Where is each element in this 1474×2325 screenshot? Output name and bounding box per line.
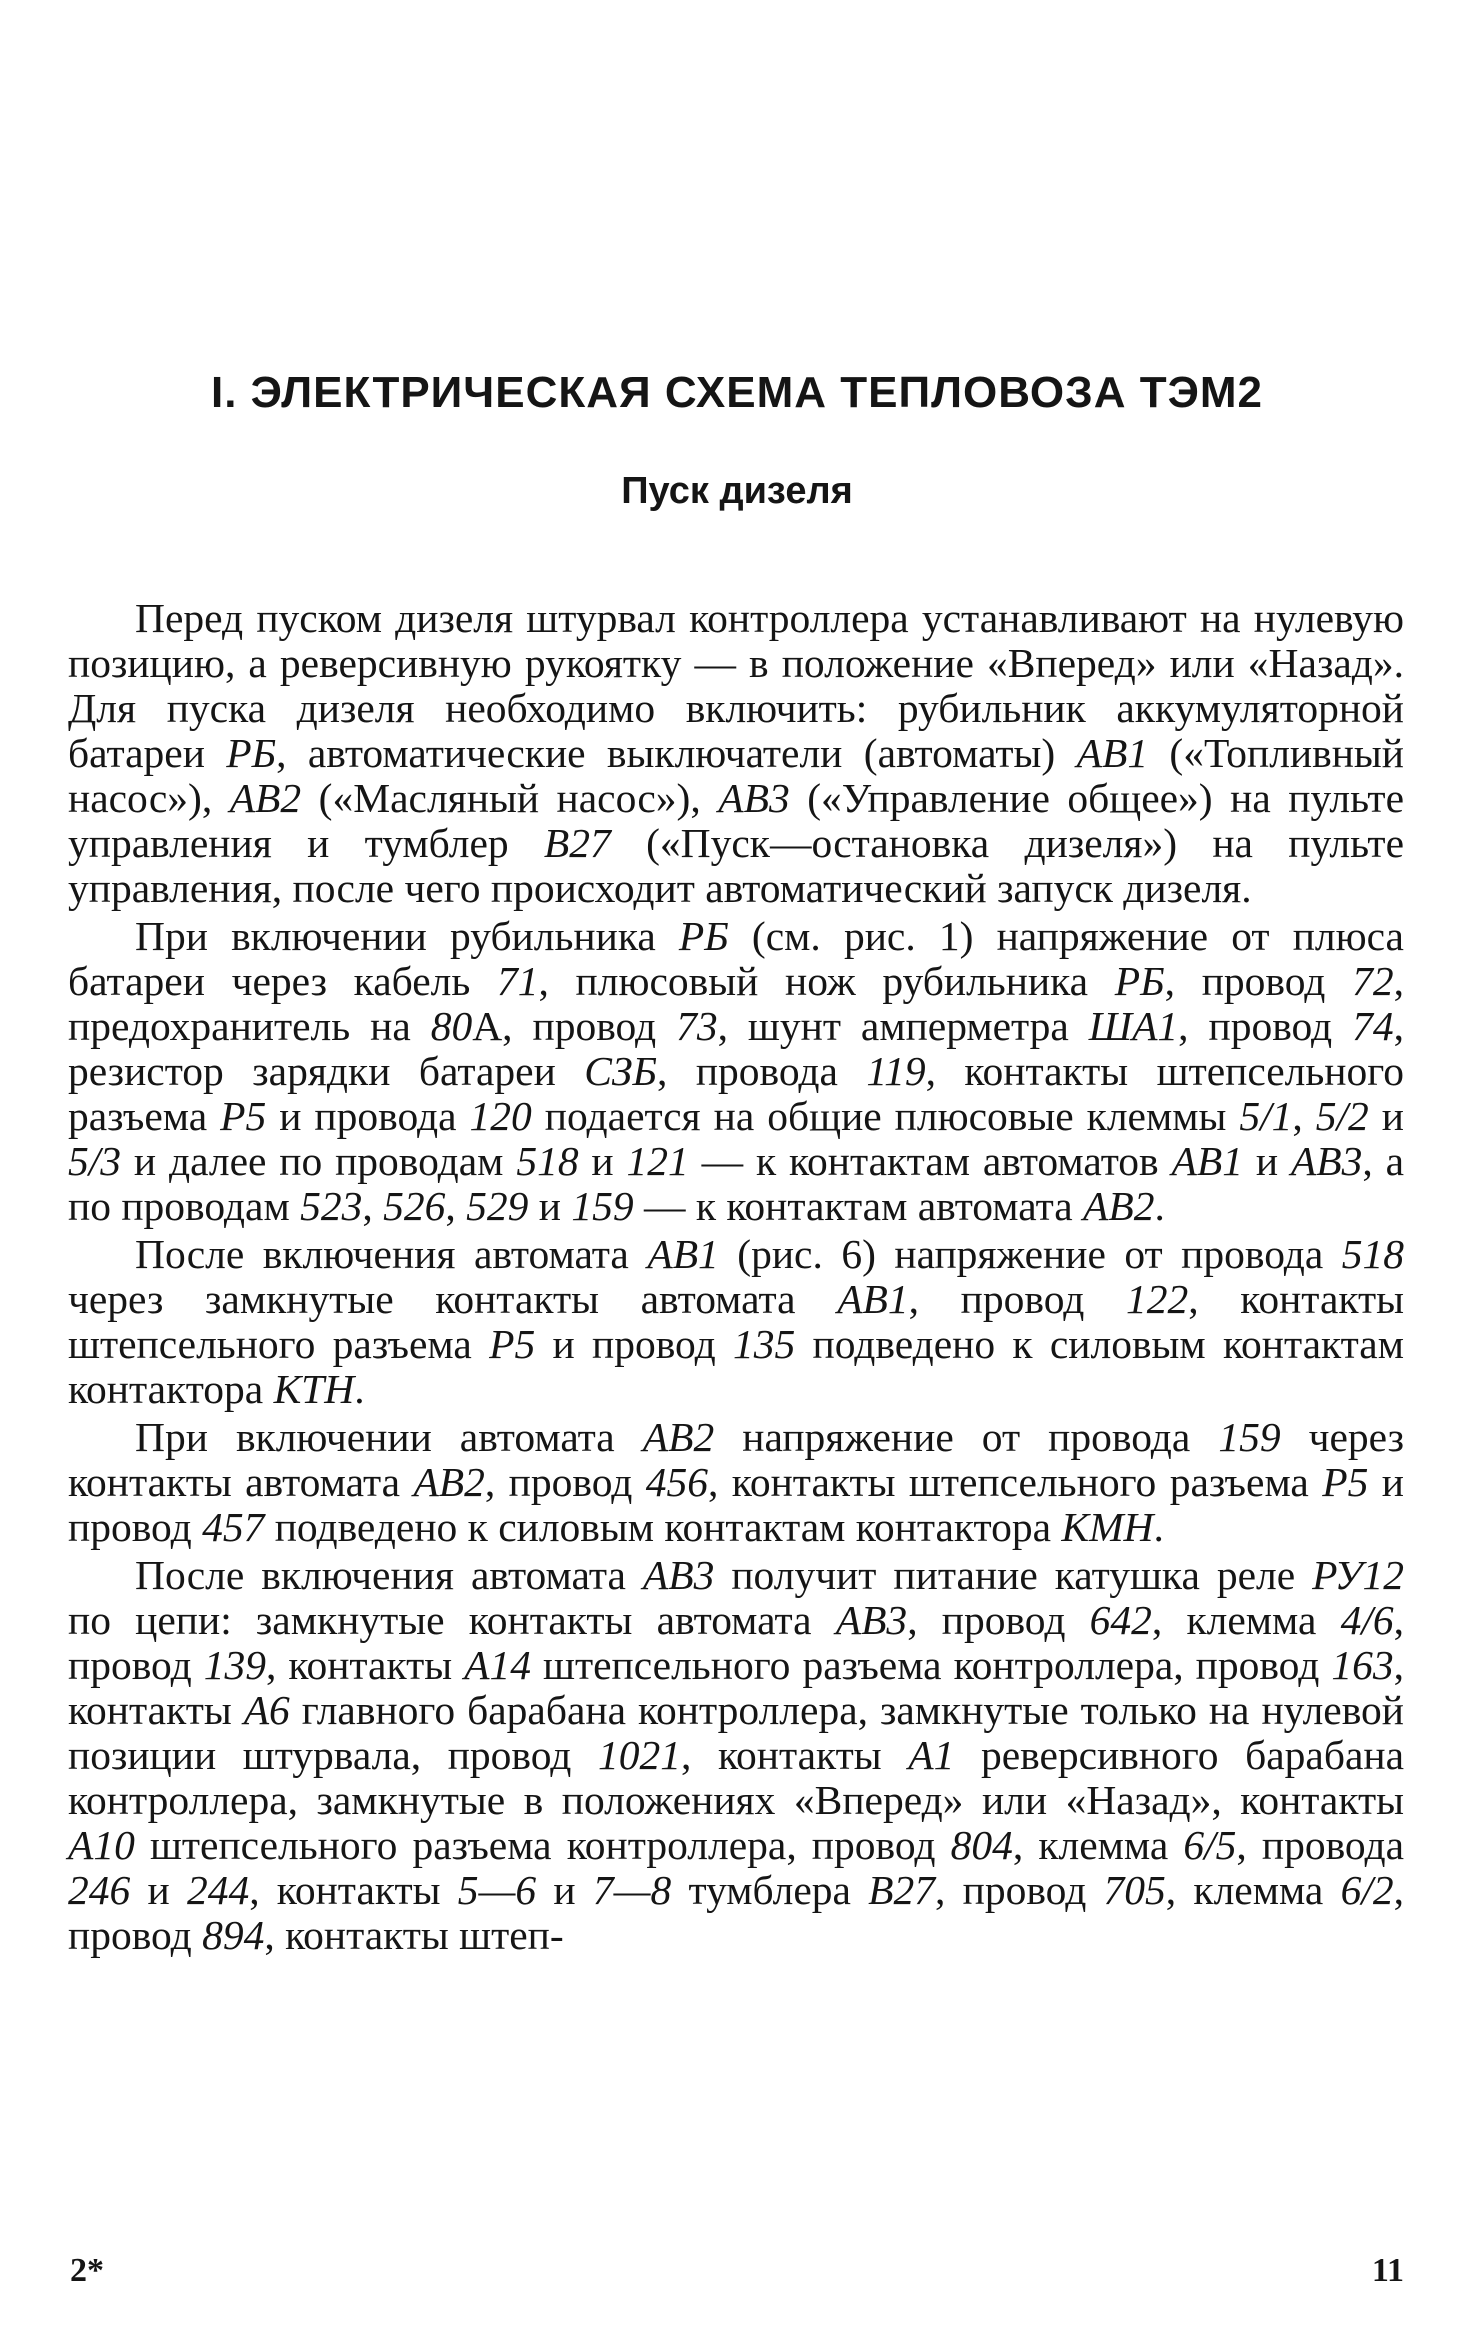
signature-mark: 2* <box>70 2252 104 2289</box>
chapter-title: I. ЭЛЕКТРИЧЕСКАЯ СХЕМА ТЕПЛОВОЗА ТЭМ2 <box>210 368 1263 417</box>
page-number: 11 <box>1371 2252 1404 2289</box>
paragraph: После включения автомата АВ3 получит питание катушка реле РУ12 по цепи: замкнутые контакты автомата АВ3, провод 642, клемма 4/6, провод 139, контакты А14 штепсельного разъема контроллера, провод 163, контакты А6 главного барабана контроллера, замкнутые только на нулевой позиции штурвала, провод 1021, контакты А1 реверсивного барабана контроллера, замкнутые в положениях «Вперед» или «Назад», контакты А10 штепсельного разъема контроллера, провод 804, клемма 6/5, провода 246 и 244, контакты 5—6 и 7—8 тумблера В27, провод 705, клемма 6/2, провод 894, контакты штеп- <box>68 1552 1405 1958</box>
section-title: Пуск дизеля <box>621 470 853 512</box>
body-text <box>68 596 1404 1961</box>
paragraph: При включении рубильника РБ (см. рис. 1) напряжение от плюса батареи через кабель 71, плюсовый нож рубильника РБ, провод 72, предохранитель на 80А, провод 73, шунт амперметра ША1, провод 74, резистор зарядки батареи СЗБ, провода 119, контакты штепсельного разъема Р5 и провода 120 подается на общие плюсовые клеммы 5/1, 5/2 и 5/3 и далее по проводам 518 и 121 — к контактам автоматов АВ1 и АВ3, а по проводам 523, 526, 529 и 159 — к контактам автомата АВ2. <box>68 913 1405 1229</box>
paragraph: При включении автомата АВ2 напряжение от провода 159 через контакты автомата АВ2, провод 456, контакты штепсельного разъема Р5 и провод 457 подведено к силовым контактам контактора КМН. <box>68 1414 1404 1550</box>
paragraph: После включения автомата АВ1 (рис. 6) напряжение от провода 518 через замкнутые контакты автомата АВ1, провод 122, контакты штепсельного разъема Р5 и провод 135 подведено к силовым контактам контактора КТН. <box>68 1231 1405 1412</box>
paragraph: Перед пуском дизеля штурвал контроллера устанавливают на нулевую позицию, а реверсивную рукоятку — в положение «Вперед» или «Назад». Для пуска дизеля необходимо включить: рубильник аккумуляторной батареи РБ, автоматические выключатели (автоматы) АВ1 («Топливный насос»), АВ2 («Масляный насос»), АВ3 («Управление общее») на пульте управления и тумблер В27 («Пуск—остановка дизеля») на пульте управления, после чего происходит автоматический запуск дизеля. <box>68 595 1405 911</box>
